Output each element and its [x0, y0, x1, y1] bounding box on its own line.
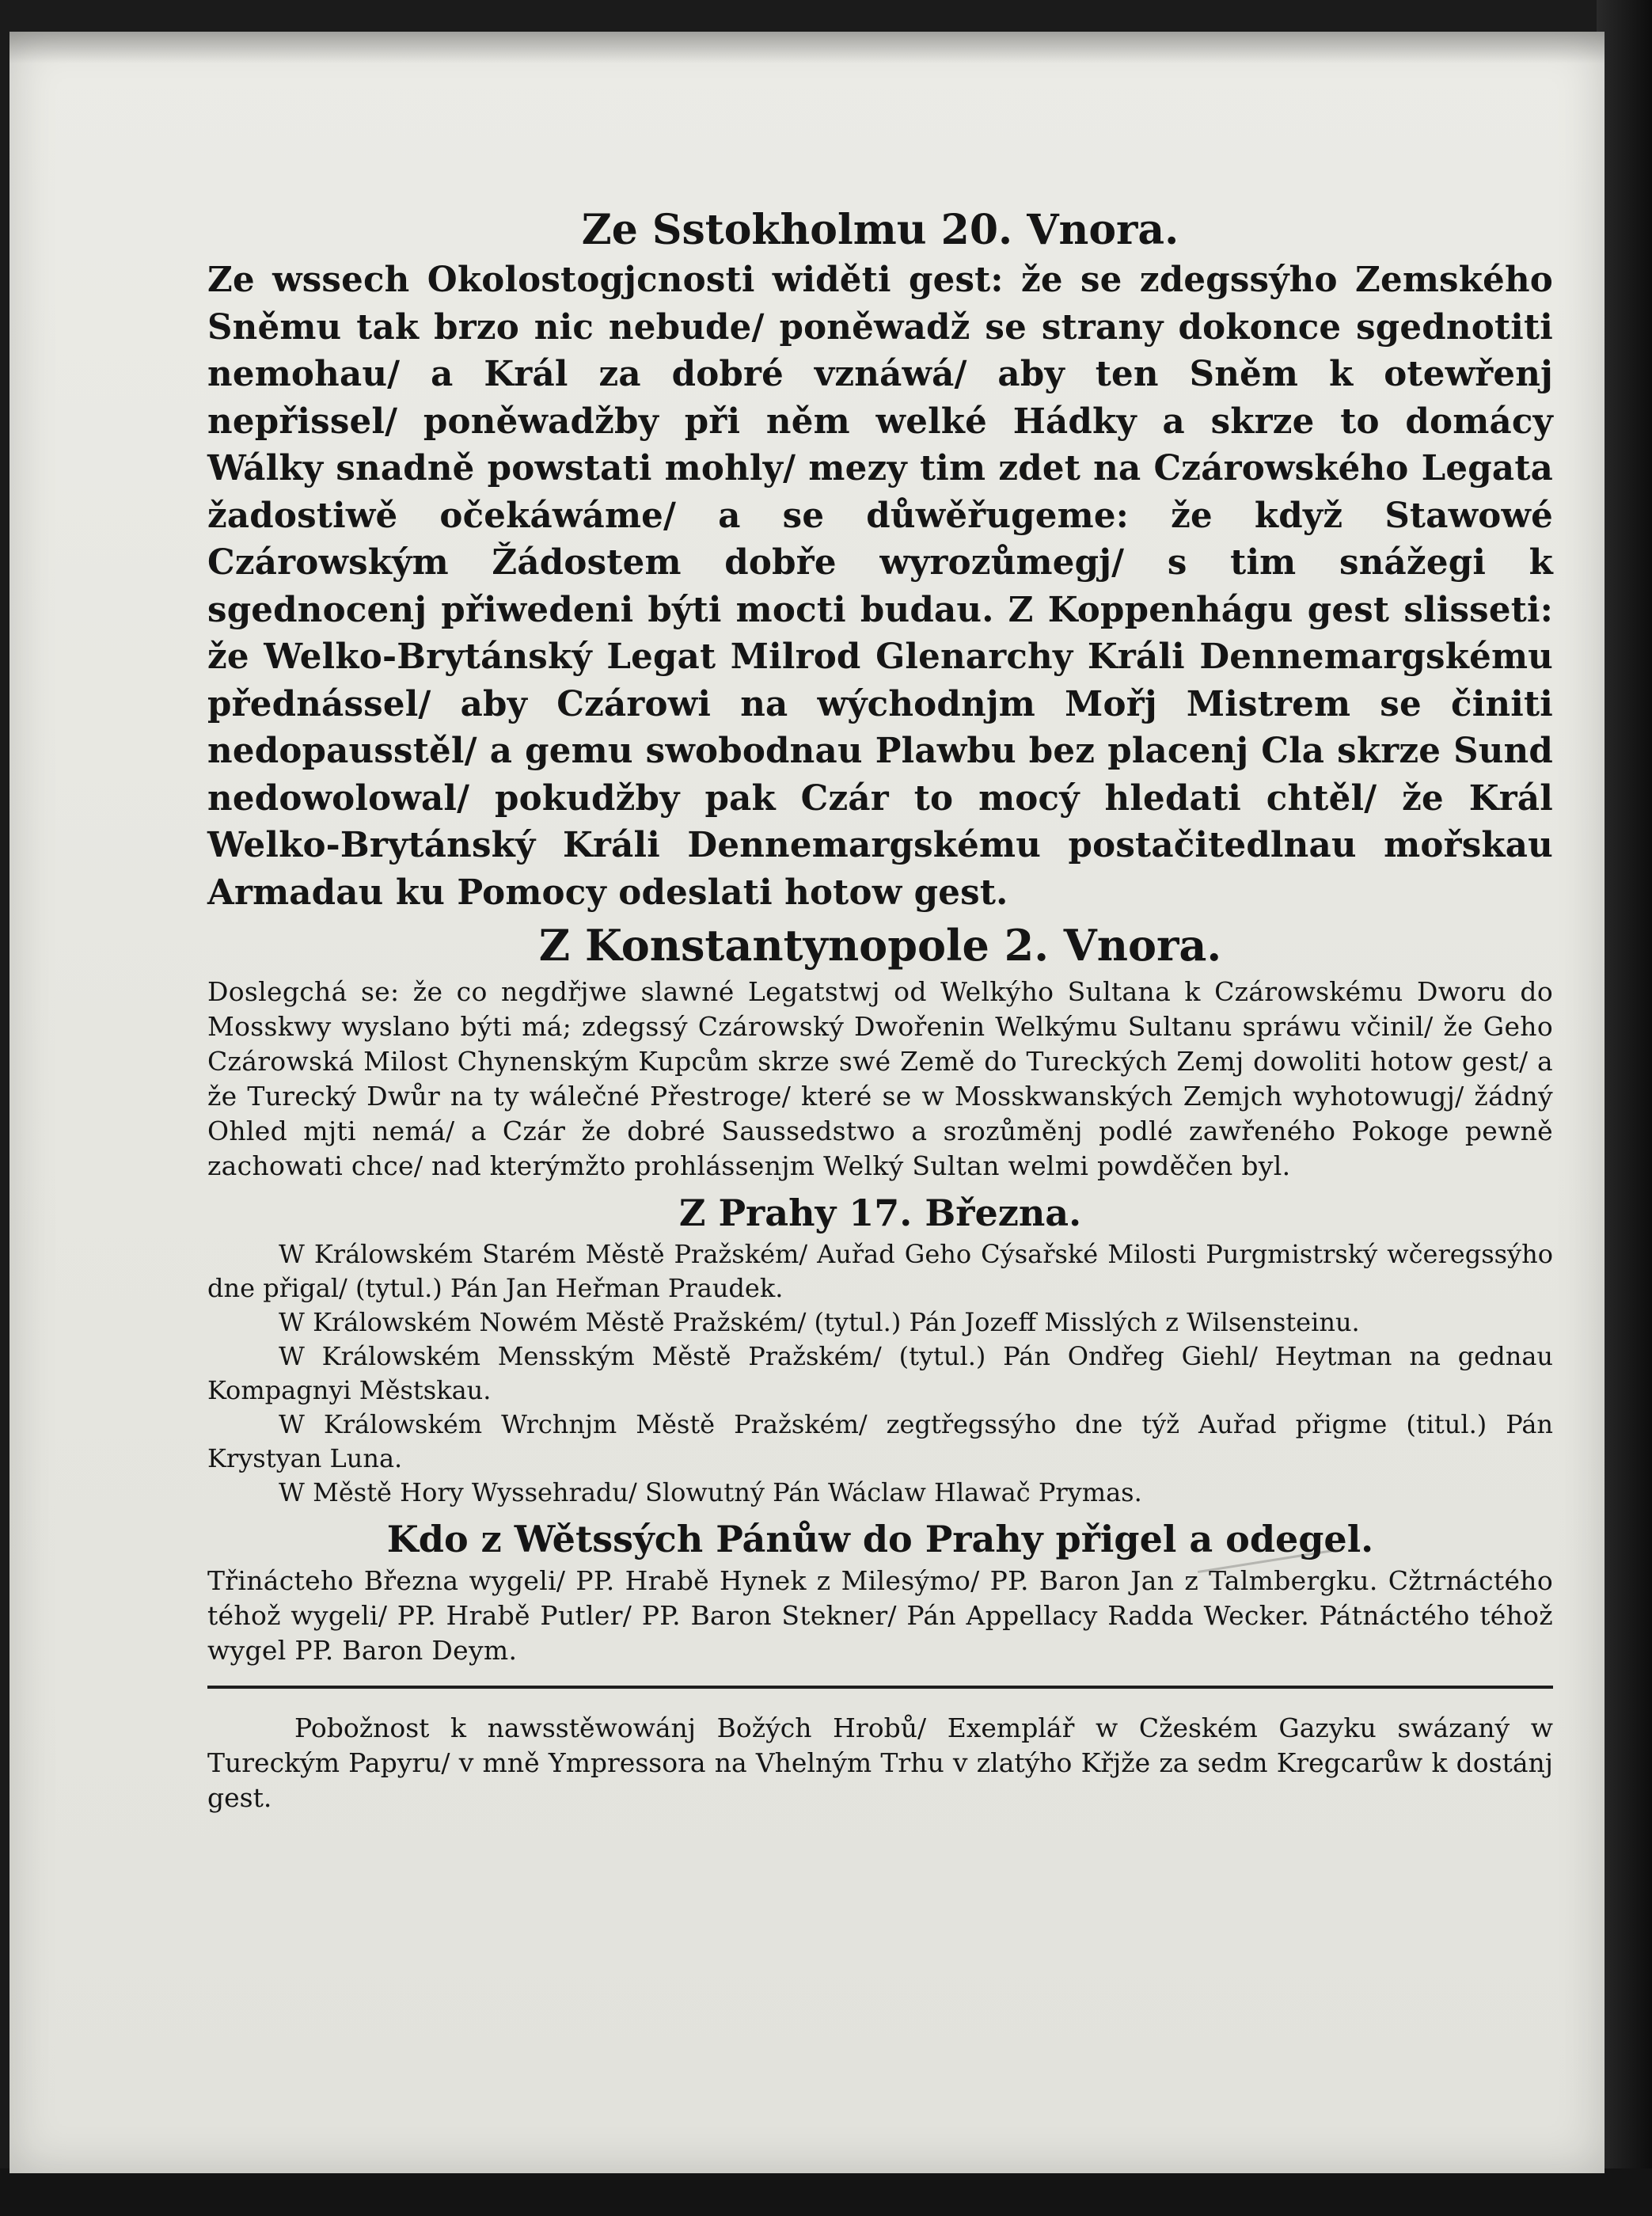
arrivals-heading: Kdo z Wětssých Pánůw do Prahy přigel a odegel.	[386, 1518, 1374, 1560]
appointment-item: W Králowském Mensským Městě Pražském/ (tytul.) Pán Ondřeg Giehl/ Heytman na gednau Kompagnyi Městskau.	[207, 1341, 1553, 1405]
scan-border-right	[1597, 0, 1652, 2216]
appointment-item: W Králowském Wrchnjm Městě Pražském/ zegtřegssýho dne týž Auřad přigme (titul.) Pán Krystyan Luna.	[207, 1409, 1553, 1473]
book-advertisement: Pobožnost k nawsstěwowánj Božých Hrobů/ Exemplář w Cžeském Gazyku swázaný w Tureckým Papyru/ v mně Ympressora na Vhelným Trhu v zlatýho Křjže za sedm Kregcarůw k dostánj gest.	[207, 1712, 1553, 1813]
stockholm-report: Ze wssech Okolostogjcnosti widěti gest: že se zdegssýho Zemského Sněmu tak brzo nic nebude/ poněwadž se strany dokonce sgednotiti nemohau/ a Král za dobré vznáwá/ aby ten Sněm k otewřenj nepřissel/ poněwadžby při něm welké Hádky a skrze to domácy Wálky snadně powstati mohly/ mezy tim zdet na Czárowského Legata žadostiwě očekáwáme/ a se důwěřugeme: že když Stawowé Czárowským Žádostem dobře wyrozůmegj/ s tim snážegi k sgednocenj přiwedeni býti mocti budau. Z Koppenhágu gest slisseti: že Welko-Brytánský Legat Milrod Glenarchy Králi Dennemargskému přednássel/ aby Czárowi na wýchodnjm Mořj Mistrem se činiti nedopausstěl/ a gemu swobodnau Plawbu bez placenj Cla skrze Sund nedowolowal/ pokudžby pak Czár to mocý hledati chtěl/ že Král Welko-Brytánský Králi Dennemargskému postačitedlnau mořskau Armadau ku Pomocy odeslati hotow gest.	[207, 260, 1553, 913]
section-divider	[207, 1686, 1553, 1689]
page-shadow	[9, 32, 1605, 63]
constantinople-heading: Z Konstantynopole 2. Vnora.	[538, 920, 1222, 971]
page-text-column	[207, 204, 1553, 1815]
appointment-item: W Králowském Nowém Městě Pražském/ (tytul.) Pán Jozeff Misslých z Wilsensteinu.	[279, 1307, 1360, 1337]
newspaper-page	[9, 32, 1605, 2173]
stockholm-heading: Ze Sstokholmu 20. Vnora.	[581, 206, 1179, 254]
prague-heading: Z Prahy 17. Března.	[678, 1192, 1082, 1234]
appointment-item: W Králowském Starém Městě Pražském/ Auřad Geho Cýsařské Milosti Purgmistrský wčeregssýho dne přigal/ (tytul.) Pán Jan Heřman Praudek.	[207, 1239, 1553, 1303]
arrivals-report: Třinácteho Března wygeli/ PP. Hrabě Hynek z Milesýmo/ PP. Baron Jan z Talmbergku. Cžtrnáctého téhož wygeli/ PP. Hrabě Putler/ PP. Baron Stekner/ Pán Appellacy Radda Wecker. Pátnáctého téhož wygel PP. Baron Deym.	[207, 1565, 1553, 1666]
constantinople-report: Doslegchá se: že co negdřjwe slawné Legatstwj od Welkýho Sultana k Czárowskému Dworu do Mosskwy wyslano býti má; zdegssý Czárowský Dwořenin Welkýmu Sultanu spráwu včinil/ že Geho Czárowská Milost Chynenským Kupcům skrze swé Země do Tureckých Zemj dowoliti hotow gest/ a že Turecký Dwůr na ty wálečné Přestroge/ které se w Mosskwanských Zemjch wyhotowugj/ žádný Ohled mjti nemá/ a Czár že dobré Saussedstwo a srozůměnj podlé zawřeného Pokoge pewně zachowati chce/ nad kterýmžto prohlássenjm Welký Sultan welmi powděčen byl.	[207, 976, 1553, 1181]
appointment-item: W Městě Hory Wyssehradu/ Slowutný Pán Wáclaw Hlawač Prymas.	[279, 1477, 1142, 1507]
scan-border-bottom	[0, 2168, 1652, 2216]
